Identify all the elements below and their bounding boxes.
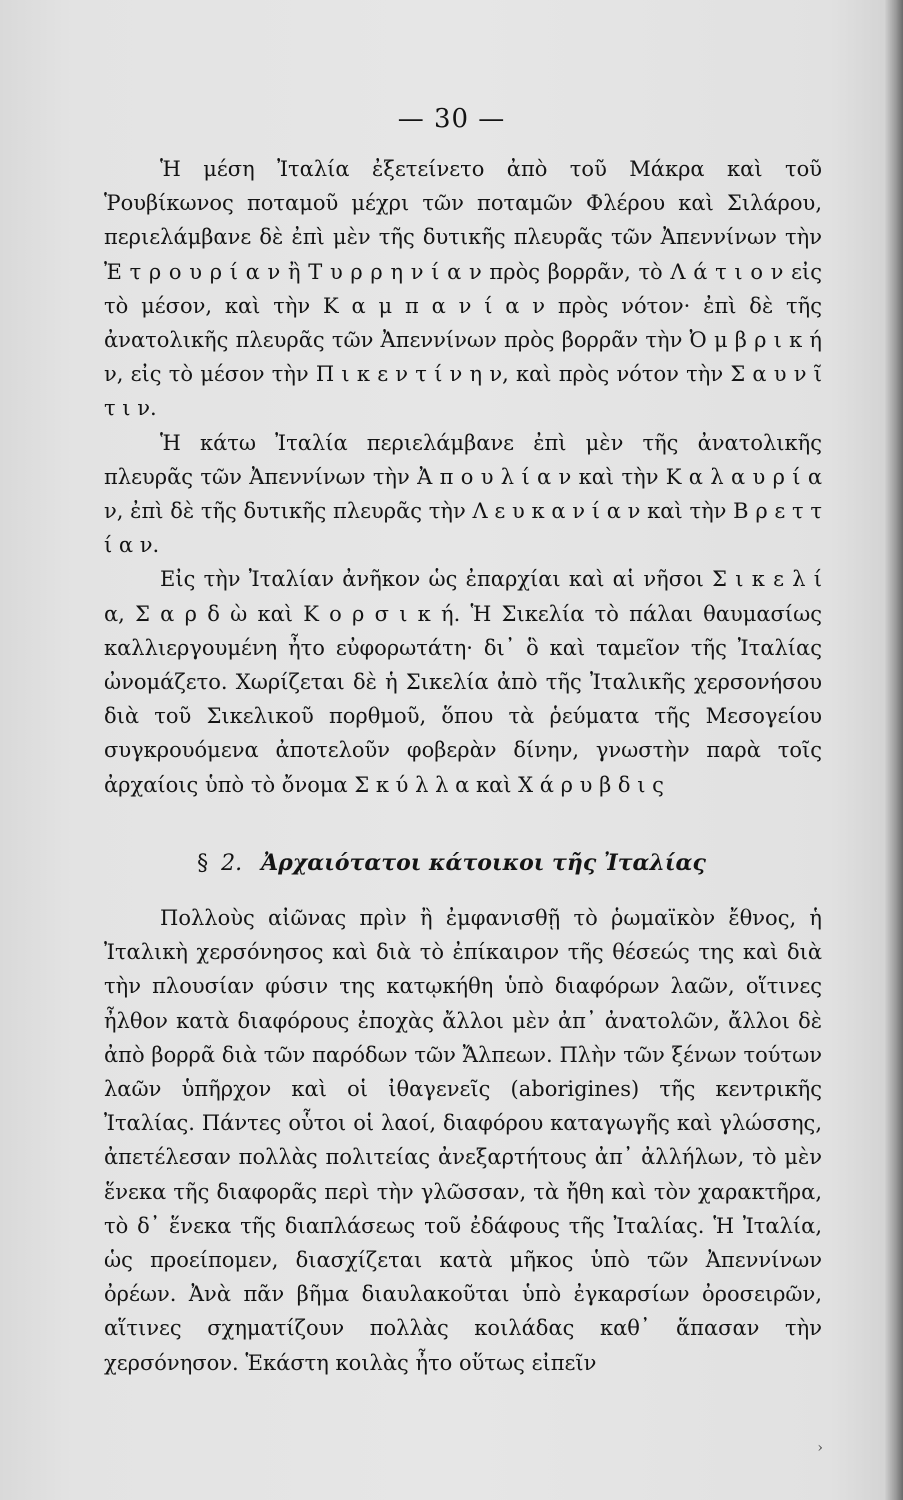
paragraph-central-italy: Ἡ μέση Ἰταλία ἐξετείνετο ἀπὸ τοῦ Μάκρα καὶ τοῦ Ῥουβίκωνος ποταμοῦ μέχρι τῶν ποταμῶν Φλέρου καὶ Σιλάρου, περιελάμβανε δὲ ἐπὶ μὲν τῆς δυτικῆς πλευρᾶς τῶν Ἀπεννίνων τὴν Ἐ τ ρ ο υ ρ ί α ν ἢ Τ υ ρ ρ η ν ί α ν πρὸς βορρᾶν, τὸ Λ ά τ ι ο ν εἰς τὸ μέσον, καὶ τὴν Κ α μ π α ν ί α ν πρὸς νότον· ἐπὶ δὲ τῆς ἀνατολικῆς πλευρᾶς τῶν Ἀπεννίνων πρὸς βορρᾶν τὴν Ὀ μ β ρ ι κ ή ν, εἰς τὸ μέσον τὴν Π ι κ ε ν τ ί ν η ν, καὶ πρὸς νότον τὴν Σ α υ ν ῖ τ ι ν.: [104, 157, 822, 421]
text-block-top: [104, 152, 822, 802]
page-binding-edge: [885, 0, 903, 1500]
page-number: — 30 —: [397, 104, 506, 134]
paragraph-lower-italy: Ἡ κάτω Ἰταλία περιελάμβανε ἐπὶ μὲν τῆς ἀνατολικῆς πλευρᾶς τῶν Ἀπεννίνων τὴν Ἀ π ο υ λ ί α ν καὶ τὴν Κ α λ α υ ρ ί α ν, ἐπὶ δὲ τῆς δυτικῆς πλευρᾶς τὴν Λ ε υ κ α ν ί α ν καὶ τὴν Β ρ ε τ τ ί α ν.: [104, 430, 822, 558]
text-block-bottom: [104, 901, 822, 1380]
footer-mark: ›: [817, 1440, 823, 1456]
paragraph-islands: Εἰς τὴν Ἰταλίαν ἀνῆκον ὡς ἐπαρχίαι καὶ αἱ νῆσοι Σ ι κ ε λ ί α, Σ α ρ δ ὼ καὶ Κ ο ρ σ ι κ ή. Ἡ Σικελία τὸ πάλαι θαυμασίως καλλιεργουμένη ἦτο εὐφορωτάτη· δι᾽ ὃ καὶ ταμεῖον τῆς Ἰταλίας ὠνομάζετο. Χωρίζεται δὲ ἡ Σικελία ἀπὸ τῆς Ἰταλικῆς χερσονήσου διὰ τοῦ Σικελικοῦ πορθμοῦ, ὅπου τὰ ῥεύματα τῆς Μεσογείου συγκρουόμενα ἀποτελοῦν φοβερὰν δίνην, γνωστὴν παρὰ τοῖς ἀρχαίοις ὑπὸ τὸ ὄνομα Σ κ ύ λ λ α καὶ Χ ά ρ υ β δ ι ς: [104, 567, 822, 797]
section-number: 2.: [221, 851, 243, 876]
paragraph-ancient-inhabitants: Πολλοὺς αἰῶνας πρὶν ἢ ἐμφανισθῇ τὸ ῥωμαϊκὸν ἔθνος, ἡ Ἰταλικὴ χερσόνησος καὶ διὰ τὸ ἐπίκαιρον τῆς θέσεώς της καὶ διὰ τὴν πλουσίαν φύσιν της κατῳκήθη ὑπὸ διαφόρων λαῶν, οἵτινες ἦλθον κατὰ διαφόρους ἐποχὰς ἄλλοι μὲν ἀπ᾽ ἀνατολῶν, ἄλλοι δὲ ἀπὸ βορρᾶ διὰ τῶν παρόδων τῶν Ἄλπεων. Πλὴν τῶν ξένων τούτων λαῶν ὑπῆρχον καὶ οἱ ἰθαγενεῖς (aborigines) τῆς κεντρικῆς Ἰταλίας. Πάντες οὗτοι οἱ λαοί, διαφόρου καταγωγῆς καὶ γλώσσης, ἀπετέλεσαν πολλὰς πολιτείας ἀνεξαρτήτους ἀπ᾽ ἀλλήλων, τὸ μὲν ἕνεκα τῆς διαφορᾶς περὶ τὴν γλῶσσαν, τὰ ἤθη καὶ τὸν χαρακτῆρα, τὸ δ᾽ ἕνεκα τῆς διαπλάσεως τοῦ ἐδάφους τῆς Ἰταλίας. Ἡ Ἰταλία, ὡς προείπομεν, διασχίζεται κατὰ μῆκος ὑπὸ τῶν Ἀπεννίνων ὀρέων. Ἀνὰ πᾶν βῆμα διαυλακοῦται ὑπὸ ἐγκαρσίων ὀροσειρῶν, αἵτινες σχηματίζουν πολλὰς κοιλάδας καθ᾽ ἅπασαν τὴν χερσόνησον. Ἑκάστη κοιλὰς ἦτο οὕτως εἰπεῖν: [104, 906, 822, 1375]
section-title: Ἀρχαιότατοι κάτοικοι τῆς Ἰταλίας: [261, 850, 706, 876]
section-symbol: §: [197, 851, 209, 876]
section-heading: [0, 850, 903, 876]
